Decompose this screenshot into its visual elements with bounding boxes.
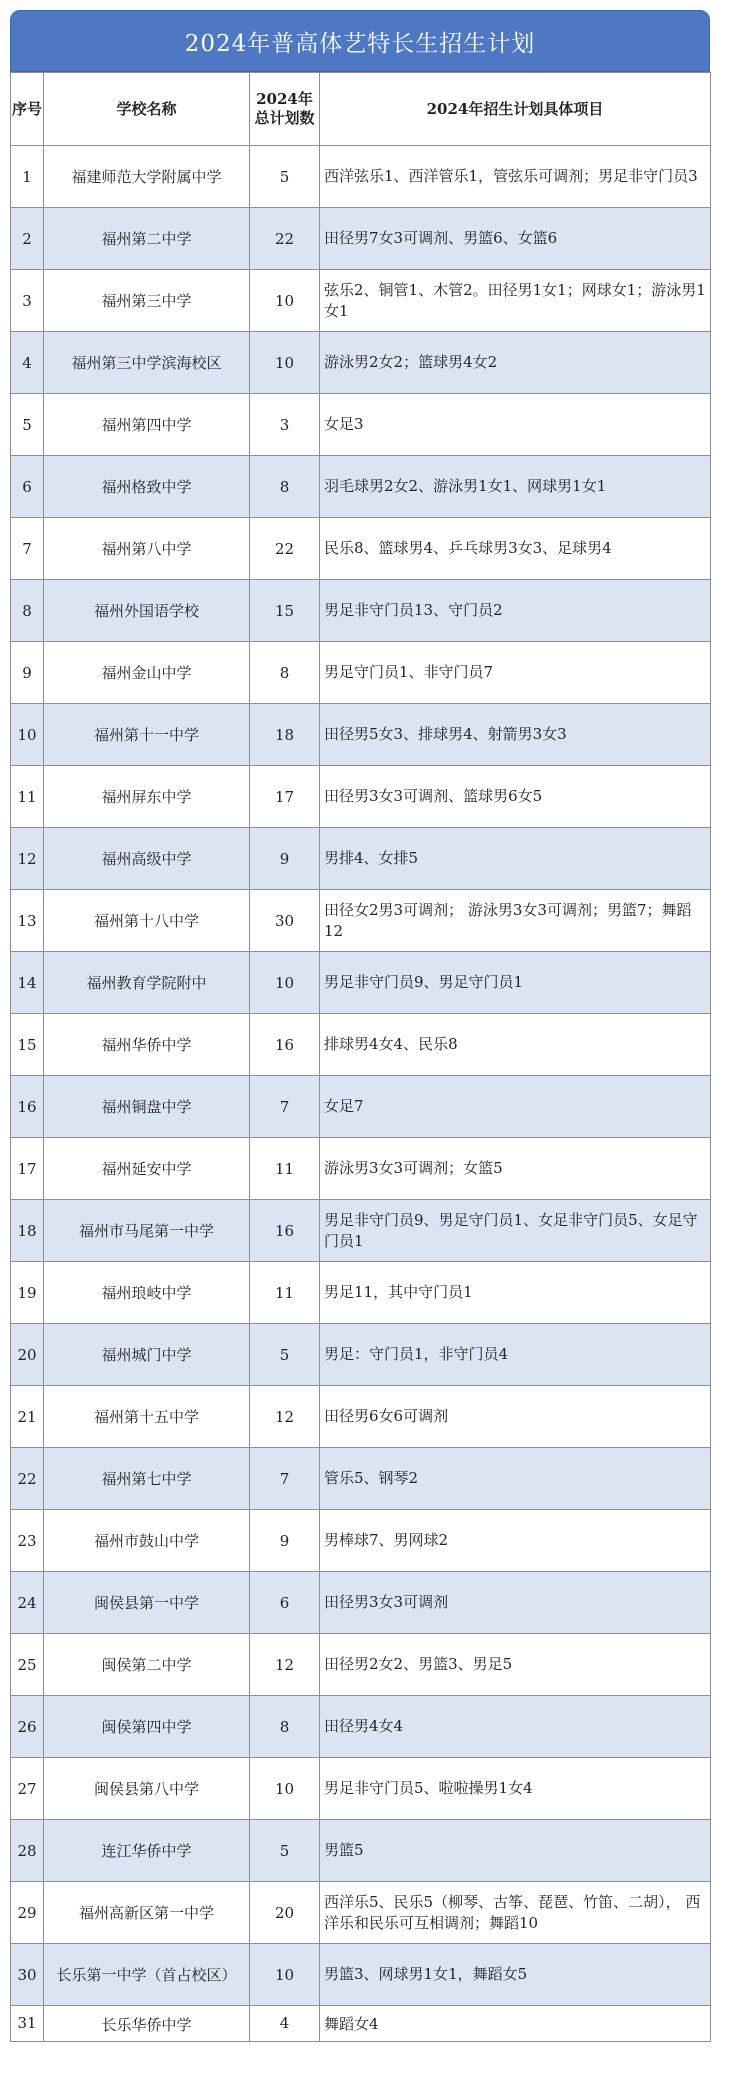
total-plan: 5 [250, 1324, 320, 1386]
row-number: 10 [11, 704, 44, 766]
plan-detail: 田径男5女3、排球男4、射箭男3女3 [320, 704, 711, 766]
school-name: 福州第十五中学 [44, 1386, 250, 1448]
table-row [11, 1200, 711, 1262]
table-row [11, 146, 711, 208]
table-row [11, 1944, 711, 2006]
header-no: 序号 [11, 73, 44, 146]
plan-detail: 男排4、女排5 [320, 828, 711, 890]
row-number: 29 [11, 1882, 44, 1944]
plan-detail: 男足11，其中守门员1 [320, 1262, 711, 1324]
plan-detail: 弦乐2、铜管1、木管2。田径男1女1；网球女1；游泳男1女1 [320, 270, 711, 332]
total-plan: 16 [250, 1200, 320, 1262]
plan-detail: 男棒球7、男网球2 [320, 1510, 711, 1572]
total-plan: 7 [250, 1448, 320, 1510]
row-number: 13 [11, 890, 44, 952]
table-row [11, 952, 711, 1014]
plan-detail: 田径男7女3可调剂、男篮6、女篮6 [320, 208, 711, 270]
row-number: 4 [11, 332, 44, 394]
total-plan: 10 [250, 1758, 320, 1820]
plan-detail: 男足非守门员9、男足守门员1、女足非守门员5、女足守门员1 [320, 1200, 711, 1262]
plan-detail: 西洋弦乐1、西洋管乐1，管弦乐可调剂；男足非守门员3 [320, 146, 711, 208]
plan-detail: 田径男3女3可调剂、篮球男6女5 [320, 766, 711, 828]
plan-detail: 民乐8、篮球男4、乒乓球男3女3、足球男4 [320, 518, 711, 580]
total-plan: 3 [250, 394, 320, 456]
table-row [11, 518, 711, 580]
header-school: 学校名称 [44, 73, 250, 146]
school-name: 福州第七中学 [44, 1448, 250, 1510]
table-row [11, 1076, 711, 1138]
school-name: 福州市鼓山中学 [44, 1510, 250, 1572]
school-name: 长乐第一中学（首占校区） [44, 1944, 250, 2006]
school-name: 福州第八中学 [44, 518, 250, 580]
plan-detail: 男足非守门员9、男足守门员1 [320, 952, 711, 1014]
school-name: 闽侯第四中学 [44, 1696, 250, 1758]
school-name: 闽侯县第八中学 [44, 1758, 250, 1820]
plan-detail: 男足守门员1、非守门员7 [320, 642, 711, 704]
total-plan: 17 [250, 766, 320, 828]
plan-detail: 舞蹈女4 [320, 2006, 711, 2042]
total-plan: 15 [250, 580, 320, 642]
total-plan: 11 [250, 1262, 320, 1324]
total-plan: 9 [250, 828, 320, 890]
total-plan: 16 [250, 1014, 320, 1076]
school-name: 福州第十一中学 [44, 704, 250, 766]
total-plan: 10 [250, 1944, 320, 2006]
header-detail: 2024年招生计划具体项目 [320, 73, 711, 146]
total-plan: 5 [250, 146, 320, 208]
total-plan: 12 [250, 1634, 320, 1696]
row-number: 16 [11, 1076, 44, 1138]
school-name: 福州城门中学 [44, 1324, 250, 1386]
table-body [11, 146, 711, 2042]
school-name: 福州第三中学 [44, 270, 250, 332]
row-number: 26 [11, 1696, 44, 1758]
table-row [11, 580, 711, 642]
school-name: 福州高新区第一中学 [44, 1882, 250, 1944]
row-number: 14 [11, 952, 44, 1014]
plan-detail: 游泳男3女3可调剂；女篮5 [320, 1138, 711, 1200]
school-name: 闽侯县第一中学 [44, 1572, 250, 1634]
table-header-row [11, 73, 711, 146]
table-row [11, 394, 711, 456]
row-number: 7 [11, 518, 44, 580]
row-number: 1 [11, 146, 44, 208]
plan-detail: 游泳男2女2；篮球男4女2 [320, 332, 711, 394]
school-name: 福州屏东中学 [44, 766, 250, 828]
plan-detail: 排球男4女4、民乐8 [320, 1014, 711, 1076]
total-plan: 6 [250, 1572, 320, 1634]
plan-detail: 男篮5 [320, 1820, 711, 1882]
row-number: 21 [11, 1386, 44, 1448]
table-row [11, 1634, 711, 1696]
table-row [11, 1448, 711, 1510]
plan-detail: 西洋乐5、民乐5（柳琴、古筝、琵琶、竹笛、二胡）， 西洋乐和民乐可互相调剂；舞蹈10 [320, 1882, 711, 1944]
enrollment-plan-sheet [10, 10, 710, 2042]
table-row [11, 766, 711, 828]
total-plan: 7 [250, 1076, 320, 1138]
row-number: 25 [11, 1634, 44, 1696]
page-title: 2024年普高体艺特长生招生计划 [10, 10, 710, 72]
school-name: 福州铜盘中学 [44, 1076, 250, 1138]
total-plan: 9 [250, 1510, 320, 1572]
school-name: 福州教育学院附中 [44, 952, 250, 1014]
row-number: 18 [11, 1200, 44, 1262]
table-row [11, 890, 711, 952]
total-plan: 10 [250, 332, 320, 394]
row-number: 23 [11, 1510, 44, 1572]
table-row [11, 1262, 711, 1324]
plan-detail: 男足非守门员13、守门员2 [320, 580, 711, 642]
table-row [11, 1386, 711, 1448]
table-row [11, 208, 711, 270]
table-row [11, 1572, 711, 1634]
row-number: 5 [11, 394, 44, 456]
total-plan: 30 [250, 890, 320, 952]
table-row [11, 1820, 711, 1882]
row-number: 3 [11, 270, 44, 332]
school-name: 福州外国语学校 [44, 580, 250, 642]
total-plan: 8 [250, 1696, 320, 1758]
table-row [11, 270, 711, 332]
table-row [11, 828, 711, 890]
school-name: 连江华侨中学 [44, 1820, 250, 1882]
plan-detail: 田径女2男3可调剂； 游泳男3女3可调剂；男篮7；舞蹈12 [320, 890, 711, 952]
row-number: 17 [11, 1138, 44, 1200]
total-plan: 8 [250, 456, 320, 518]
table-row [11, 642, 711, 704]
table-row [11, 1882, 711, 1944]
plan-detail: 田径男2女2、男篮3、男足5 [320, 1634, 711, 1696]
row-number: 2 [11, 208, 44, 270]
total-plan: 10 [250, 270, 320, 332]
table-row [11, 704, 711, 766]
table-row [11, 332, 711, 394]
school-name: 福州延安中学 [44, 1138, 250, 1200]
school-name: 福州格致中学 [44, 456, 250, 518]
row-number: 20 [11, 1324, 44, 1386]
school-name: 长乐华侨中学 [44, 2006, 250, 2042]
school-name: 福州金山中学 [44, 642, 250, 704]
row-number: 8 [11, 580, 44, 642]
plan-detail: 田径男3女3可调剂 [320, 1572, 711, 1634]
row-number: 9 [11, 642, 44, 704]
header-total: 2024年总计划数 [250, 73, 320, 146]
school-name: 福州第二中学 [44, 208, 250, 270]
plan-detail: 羽毛球男2女2、游泳男1女1、网球男1女1 [320, 456, 711, 518]
total-plan: 11 [250, 1138, 320, 1200]
table-row [11, 1324, 711, 1386]
plan-detail: 女足7 [320, 1076, 711, 1138]
row-number: 24 [11, 1572, 44, 1634]
row-number: 6 [11, 456, 44, 518]
table-row [11, 1510, 711, 1572]
row-number: 19 [11, 1262, 44, 1324]
plan-detail: 女足3 [320, 394, 711, 456]
school-name: 福州高级中学 [44, 828, 250, 890]
row-number: 27 [11, 1758, 44, 1820]
row-number: 31 [11, 2006, 44, 2042]
table-row [11, 1758, 711, 1820]
total-plan: 5 [250, 1820, 320, 1882]
plan-detail: 男篮3、网球男1女1，舞蹈女5 [320, 1944, 711, 2006]
plan-detail: 田径男4女4 [320, 1696, 711, 1758]
school-name: 福建师范大学附属中学 [44, 146, 250, 208]
total-plan: 20 [250, 1882, 320, 1944]
row-number: 30 [11, 1944, 44, 2006]
school-name: 闽侯第二中学 [44, 1634, 250, 1696]
table-row [11, 1014, 711, 1076]
total-plan: 12 [250, 1386, 320, 1448]
row-number: 12 [11, 828, 44, 890]
total-plan: 22 [250, 208, 320, 270]
table-row [11, 456, 711, 518]
school-name: 福州第三中学滨海校区 [44, 332, 250, 394]
row-number: 22 [11, 1448, 44, 1510]
plan-detail: 田径男6女6可调剂 [320, 1386, 711, 1448]
school-name: 福州市马尾第一中学 [44, 1200, 250, 1262]
total-plan: 22 [250, 518, 320, 580]
plan-detail: 男足非守门员5、啦啦操男1女4 [320, 1758, 711, 1820]
school-name: 福州第四中学 [44, 394, 250, 456]
total-plan: 4 [250, 2006, 320, 2042]
school-name: 福州第十八中学 [44, 890, 250, 952]
row-number: 28 [11, 1820, 44, 1882]
school-name: 福州琅岐中学 [44, 1262, 250, 1324]
plan-detail: 管乐5、钢琴2 [320, 1448, 711, 1510]
total-plan: 18 [250, 704, 320, 766]
table-row [11, 1696, 711, 1758]
total-plan: 8 [250, 642, 320, 704]
row-number: 11 [11, 766, 44, 828]
row-number: 15 [11, 1014, 44, 1076]
table-row [11, 1138, 711, 1200]
table-row [11, 2006, 711, 2042]
school-name: 福州华侨中学 [44, 1014, 250, 1076]
total-plan: 10 [250, 952, 320, 1014]
plan-detail: 男足：守门员1，非守门员4 [320, 1324, 711, 1386]
enrollment-table [10, 72, 711, 2042]
